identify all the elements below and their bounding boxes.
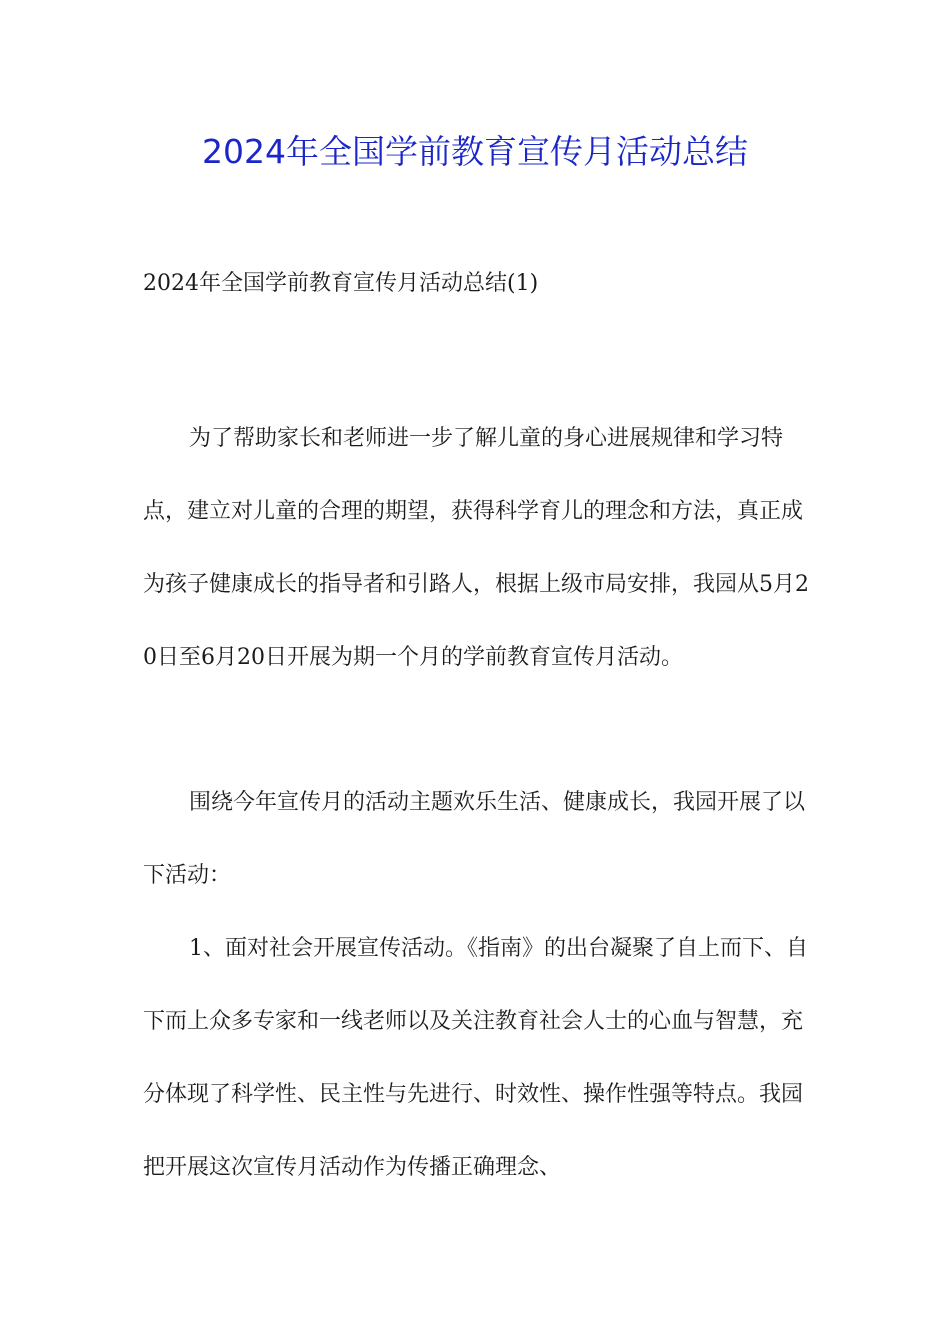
paragraph-intro: 为了帮助家长和老师进一步了解儿童的身心进展规律和学习特点，建立对儿童的合理的期望，获得科学育儿的理念和方法，真正成为孩子健康成长的指导者和引路人，根据上级市局安排，我园从5月20日至6月20日开展为期一个月的学前教育宣传月活动。 (143, 426, 809, 670)
paragraph-activity-1: 1、面对社会开展宣传活动。《指南》的出台凝聚了自上而下、自下而上众多专家和一线老师以及关注教育社会人士的心血与智慧，充分体现了科学性、民主性与先进行、时效性、操作性强等特点。我园把开展这次宣传月活动作为传播正确理念、 (143, 936, 808, 1180)
document-title: 2024年全国学前教育宣传月活动总结 (202, 132, 748, 171)
section-heading: 2024年全国学前教育宣传月活动总结(1) (143, 271, 539, 296)
paragraph-theme: 围绕今年宣传月的活动主题欢乐生活、健康成长，我园开展了以下活动： (143, 790, 806, 888)
